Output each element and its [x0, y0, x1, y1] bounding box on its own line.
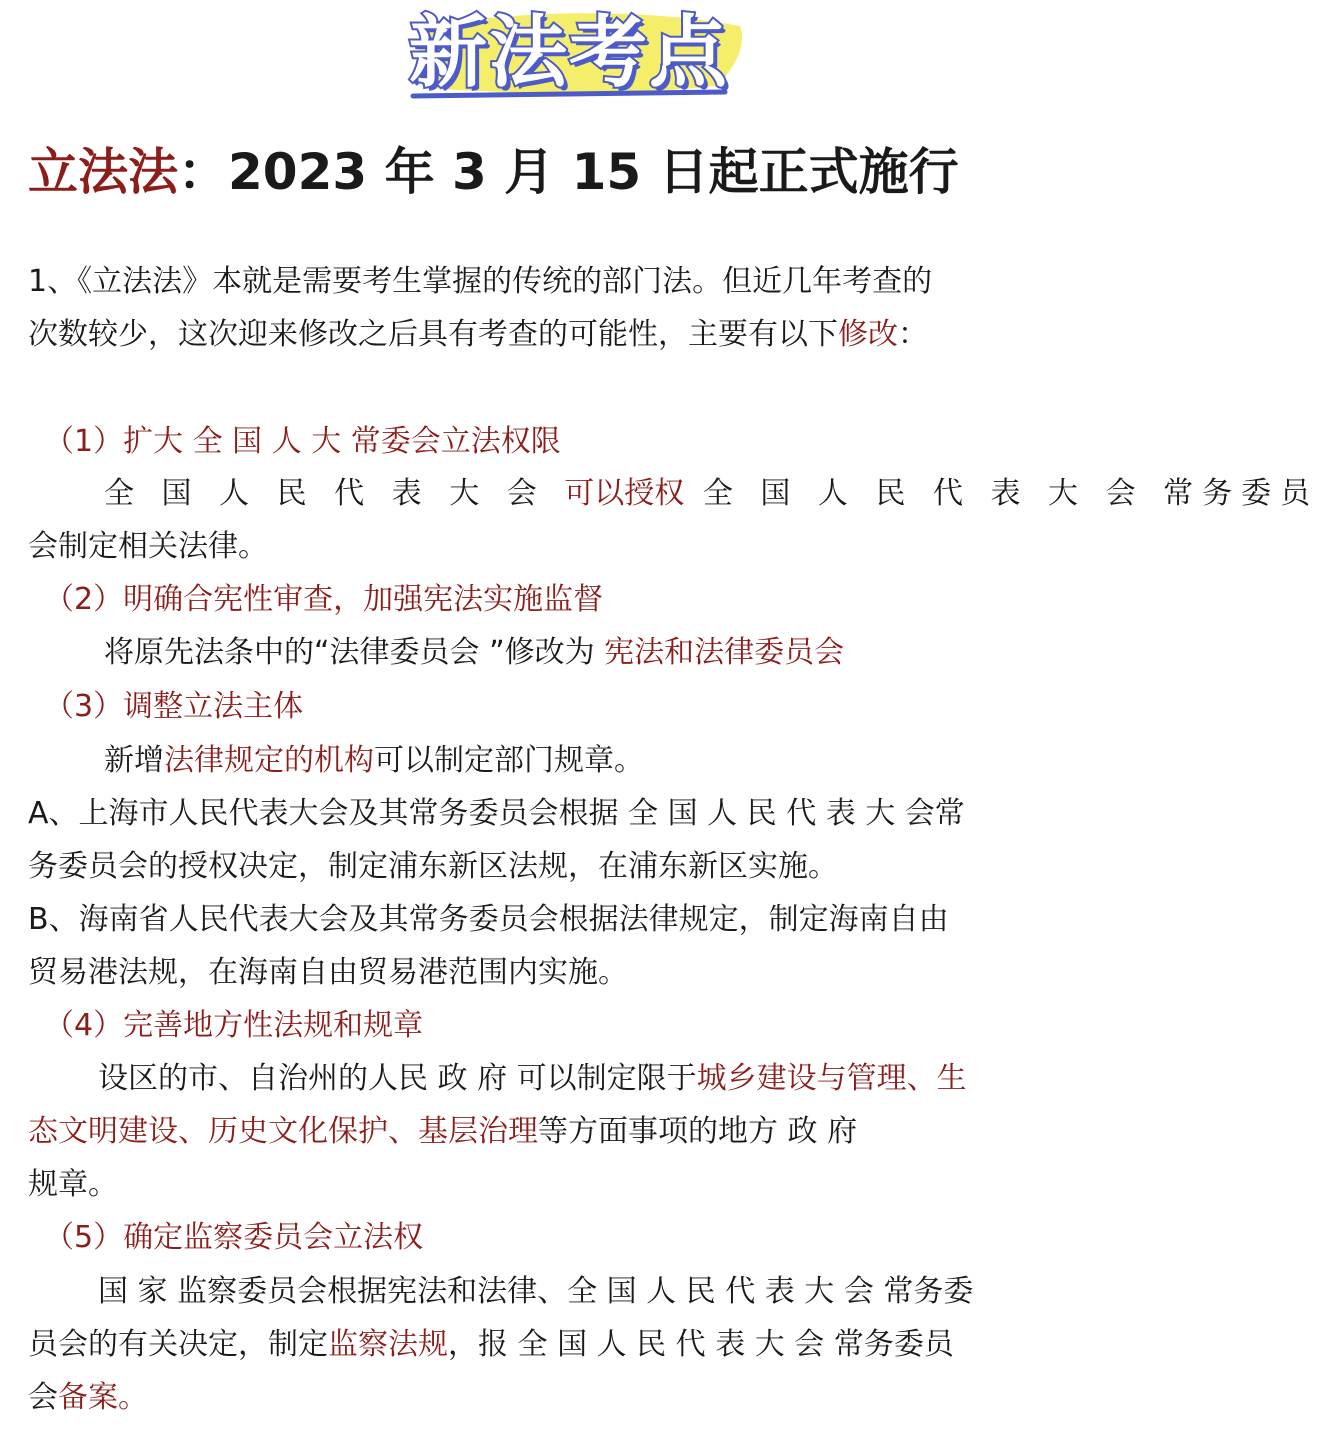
section-3-body-line-1 [104, 739, 644, 783]
section-4-title: （4）完善地方性法规和规章 [44, 1008, 424, 1043]
section-5-highlight-2: 备案。 [58, 1380, 148, 1415]
section-4-highlight-2: 态文明建设、历史文化保护、基层治理 [28, 1114, 538, 1149]
section-5-text-3: 会 [28, 1380, 58, 1415]
section-1-text-2: 全 国 人 民 代 表 大 会 常务委员 [684, 476, 1319, 511]
section-4-body-line-3: 规章。 [28, 1167, 118, 1202]
section-1-highlight: 可以授权 [564, 476, 685, 511]
section-3-title: （3）调整立法主体 [44, 689, 304, 724]
section-1-title: （1）扩大 全 国 人 大 常委会立法权限 [44, 424, 561, 459]
section-5-body-line-1: 国 家 监察委员会根据宪法和法律、全 国 人 民 代 表 大 会 常务委 [98, 1274, 974, 1309]
banner-title: 新法考点 [409, 8, 730, 98]
section-1-body-line-1 [104, 472, 1319, 516]
section-3-item-a-line-1: A、上海市人民代表大会及其常务委员会根据 全 国 人 民 代 表 大 会常 [28, 796, 965, 831]
effective-date: ：2023 年 3 月 15 日起正式施行 [178, 143, 959, 201]
section-2-text: 将原先法条中的“法律委员会 ”修改为 [104, 635, 605, 670]
section-2-body-line-1 [104, 631, 844, 675]
intro-highlight: 修改 [838, 317, 898, 352]
section-5-highlight: 监察法规 [328, 1327, 448, 1362]
section-3-item-b-line-2: 贸易港法规，在海南自由贸易港范围内实施。 [28, 955, 628, 990]
section-1-text: 全 国 人 民 代 表 大 会 [104, 476, 565, 511]
section-3-highlight: 法律规定的机构 [164, 743, 374, 778]
section-4-text-2: 等方面事项的地方 政 府 [538, 1114, 858, 1149]
intro-text: 次数较少，这次迎来修改之后具有考查的可能性，主要有以下 [28, 317, 838, 352]
banner [395, 4, 755, 104]
section-5-body-line-3 [28, 1376, 148, 1420]
section-1-body-line-2: 会制定相关法律。 [28, 529, 268, 564]
section-2-title: （2）明确合宪性审查，加强宪法实施监督 [44, 582, 604, 617]
intro-line-2 [28, 313, 928, 357]
section-3-text: 新增 [104, 743, 164, 778]
section-4-body-line-2 [28, 1110, 857, 1154]
section-5-title: （5）确定监察委员会立法权 [44, 1220, 424, 1255]
section-5-text: 员会的有关决定，制定 [28, 1327, 328, 1362]
intro-colon: ： [898, 317, 928, 352]
section-2-highlight: 宪法和法律委员会 [604, 635, 845, 670]
section-5-text-2: ，报 全 国 人 民 代 表 大 会 常务委员 [448, 1327, 954, 1362]
section-4-body-line-1 [98, 1057, 967, 1101]
section-5-body-line-2 [28, 1323, 954, 1367]
law-name: 立法法 [28, 143, 178, 201]
section-3-item-a-line-2: 务委员会的授权决定，制定浦东新区法规，在浦东新区实施。 [28, 849, 838, 884]
intro-line-1: 1、《立法法》本就是需要考生掌握的传统的部门法。但近几年考查的 [28, 264, 933, 299]
section-4-highlight: 城乡建设与管理、生 [696, 1061, 967, 1096]
section-3-text-2: 可以制定部门规章。 [374, 743, 644, 778]
section-3-item-b-line-1: B、海南省人民代表大会及其常务委员会根据法律规定，制定海南自由 [28, 902, 949, 937]
page-title [28, 140, 959, 204]
section-4-text: 设区的市、自治州的人民 政 府 可以制定限于 [98, 1061, 697, 1096]
